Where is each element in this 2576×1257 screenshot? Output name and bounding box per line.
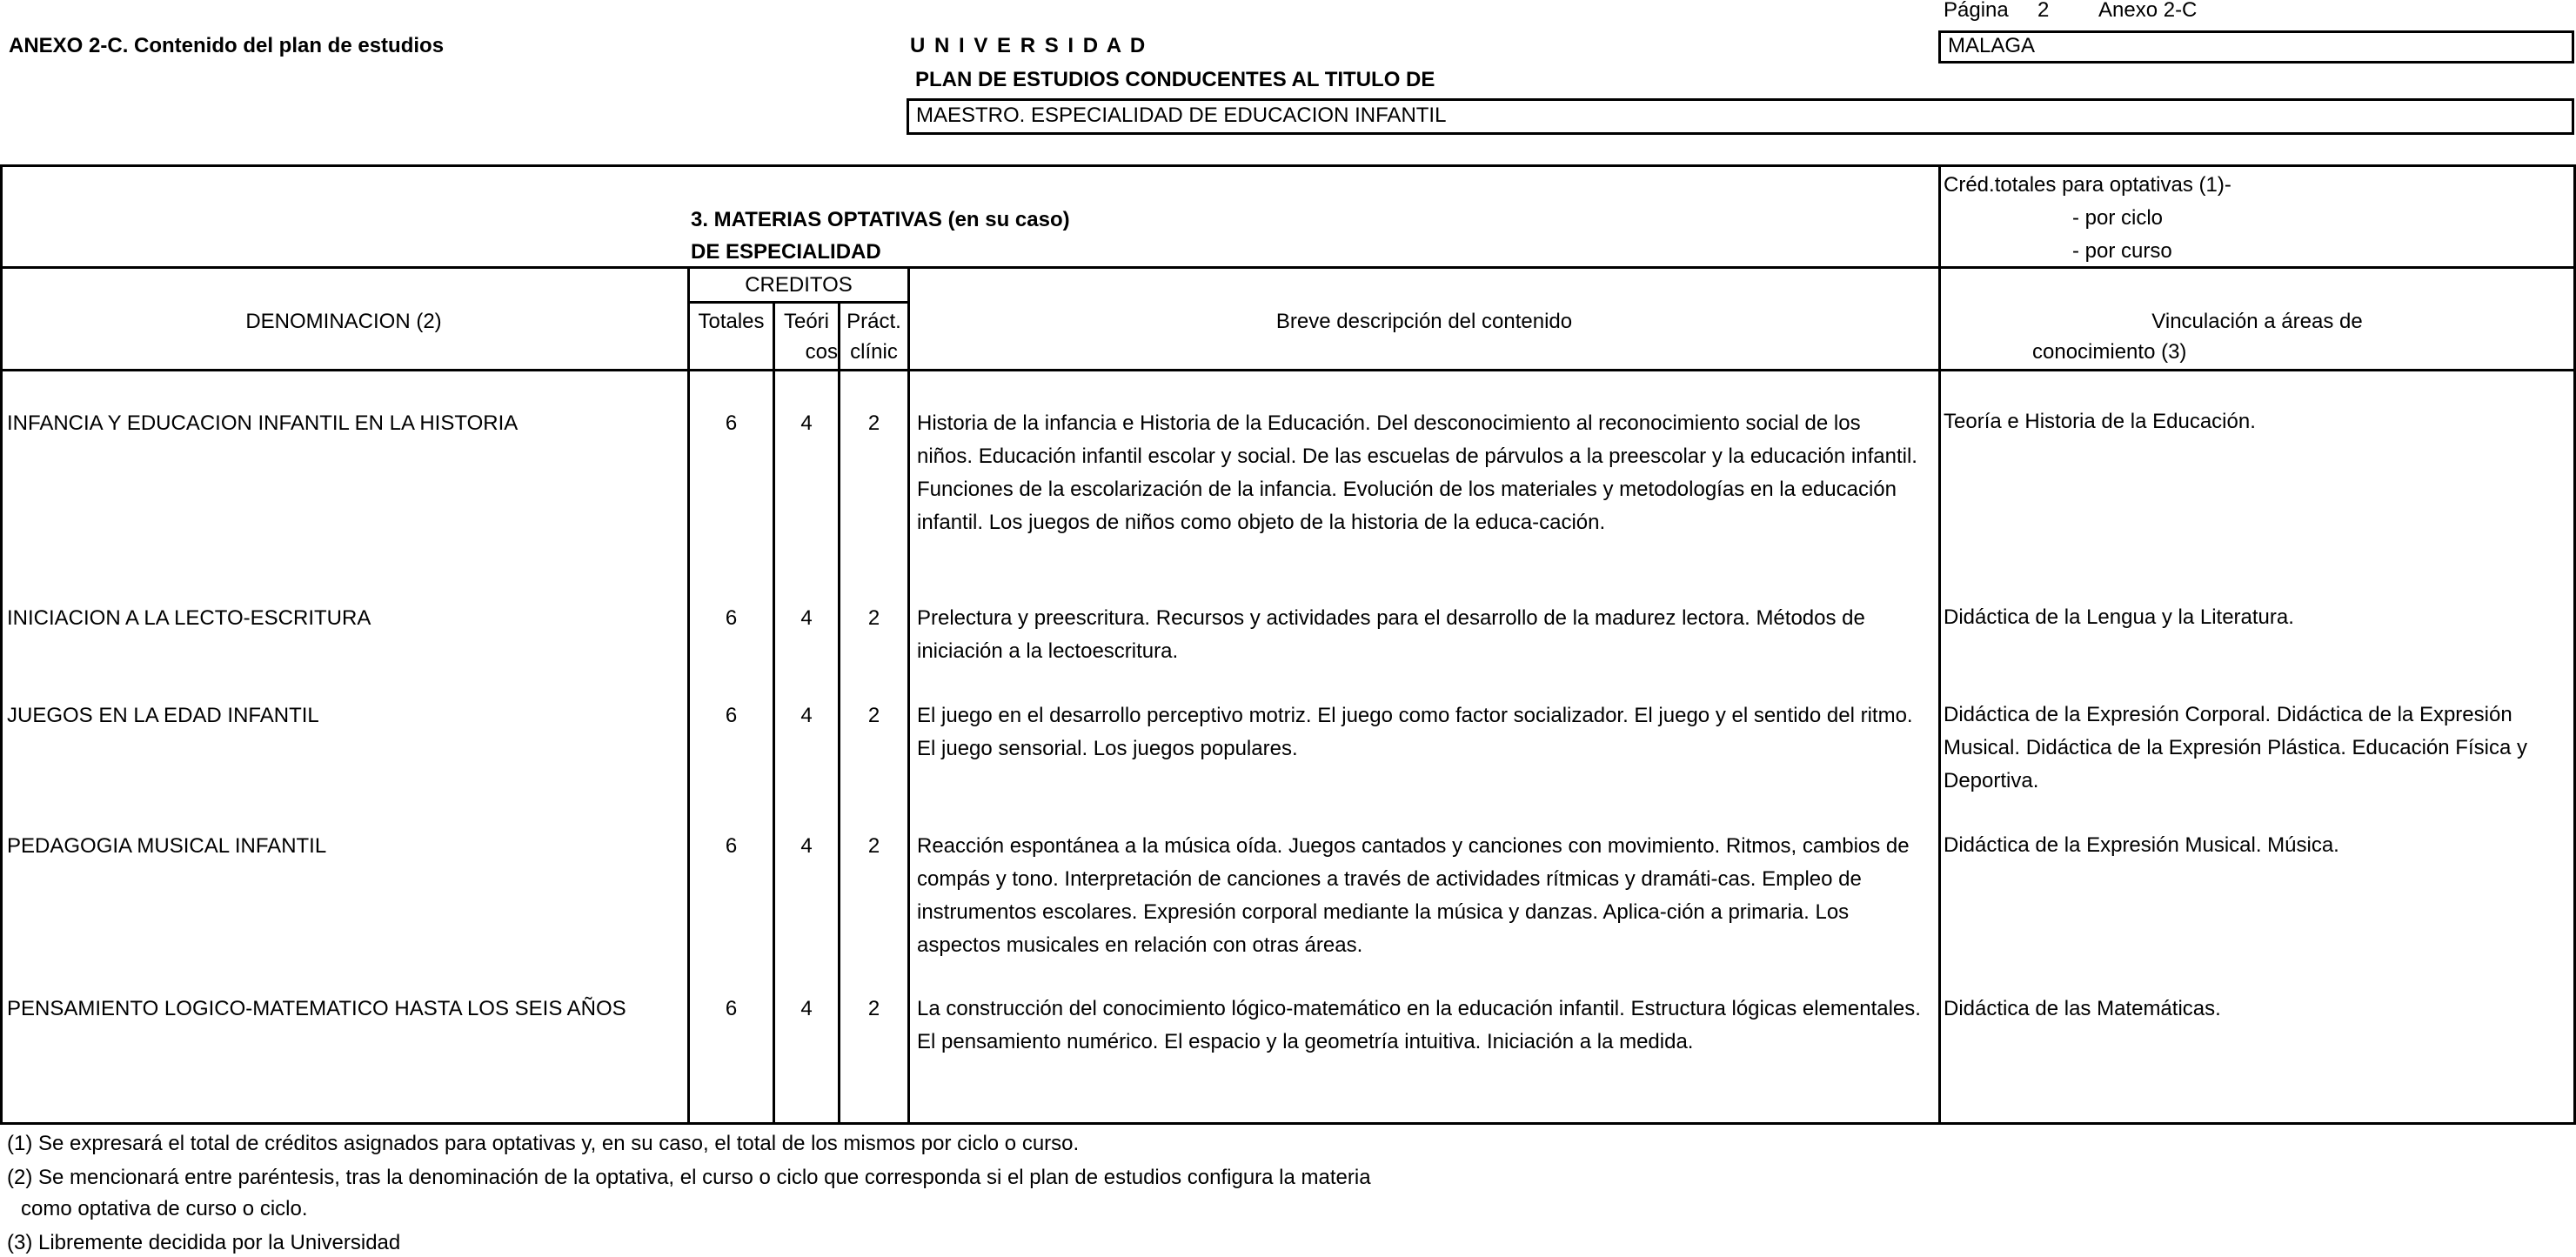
row-totales: 6 — [725, 704, 738, 727]
col-descripcion-header: Breve descripción del contenido — [1275, 310, 1573, 333]
col-teoricos-header-1: Teóri — [783, 310, 830, 333]
cred-totales-line3: - por curso — [2072, 239, 2172, 263]
col-practicos-header-2: clínic — [850, 340, 898, 364]
titulo-box — [907, 98, 2574, 135]
row-practicos: 2 — [867, 606, 880, 630]
row-denominacion: PENSAMIENTO LOGICO-MATEMATICO HASTA LOS SEIS AÑOS — [7, 997, 626, 1020]
row-denominacion: INICIACION A LA LECTO-ESCRITURA — [7, 606, 371, 630]
cred-totales-line2: - por ciclo — [2072, 206, 2164, 230]
footnote-3: (3) Libremente decidida por la Universidad — [7, 1231, 401, 1254]
universidad-box — [1938, 30, 2574, 64]
row-totales: 6 — [725, 606, 738, 630]
row-practicos: 2 — [867, 411, 880, 435]
plan-label: PLAN DE ESTUDIOS CONDUCENTES AL TITULO DE — [915, 68, 1435, 91]
universidad-value: MALAGA — [1948, 34, 2036, 57]
row-vinculacion: Didáctica de la Expresión Corporal. Didáctica de la Expresión Musical. Didáctica de la Expresión Plástica. Educación Física y Deportiva. — [1944, 703, 2527, 792]
row-totales: 6 — [725, 834, 738, 858]
col-practicos-header-1: Práct. — [846, 310, 901, 333]
footnote-1: (1) Se expresará el total de créditos asignados para optativas y, en su caso, el total de los mismos por ciclo o curso. — [7, 1132, 1080, 1155]
universidad-label: U N I V E R S I D A D — [910, 34, 1147, 57]
footnote-2-cont: como optativa de curso o ciclo. — [21, 1197, 308, 1220]
row-descripcion: Historia de la infancia e Historia de la Educación. Del desconocimiento al reconocimiento social de los niños. Educación infantil escolar y social. De las escuelas de párvulos a la preescolar y la educación infantil. Funciones de la escolarización de la infancia. Evolución de los materiales y metodologías en la educación infantil. Los juegos de niños como objeto de la historia de la educa-cación. — [917, 411, 1917, 534]
row-descripcion: El juego en el desarrollo perceptivo motriz. El juego como factor socializador. El juego y el sentido del ritmo. El juego sensorial. Los juegos populares. — [917, 704, 1913, 760]
row-practicos: 2 — [867, 704, 880, 727]
row-denominacion: PEDAGOGIA MUSICAL INFANTIL — [7, 834, 327, 858]
row-teoricos: 4 — [800, 704, 813, 727]
col-denominacion-header: DENOMINACION (2) — [245, 310, 442, 333]
footnote-2: (2) Se mencionará entre paréntesis, tras la denominación de la optativa, el curso o ciclo que corresponda si el plan de estudios configura la materia — [7, 1166, 1371, 1189]
pagina-label: Página — [1944, 0, 2009, 22]
row-teoricos: 4 — [800, 606, 813, 630]
row-descripcion: Reacción espontánea a la música oída. Juegos cantados y canciones con movimiento. Ritmos, cambios de compás y tono. Interpretación de canciones a través de actividades rítmicas y dramáti-cas. Empleo de instrumentos escolares. Expresión corporal mediante la música y danzas. Aplica-ción a primaria. Los aspectos musicales en relación con otras áreas. — [917, 834, 1910, 957]
row-teoricos: 4 — [800, 997, 813, 1020]
row-vinculacion: Didáctica de la Lengua y la Literatura. — [1944, 605, 2294, 629]
row-totales: 6 — [725, 997, 738, 1020]
row-practicos: 2 — [867, 997, 880, 1020]
row-denominacion: JUEGOS EN LA EDAD INFANTIL — [7, 704, 319, 727]
row-teoricos: 4 — [800, 411, 813, 435]
section-title-line2: DE ESPECIALIDAD — [691, 240, 881, 264]
row-totales: 6 — [725, 411, 738, 435]
anexo-ref: Anexo 2-C — [2098, 0, 2198, 22]
section-title-line1: 3. MATERIAS OPTATIVAS (en su caso) — [691, 208, 1070, 231]
col-vinculacion-header-2: conocimiento (3) — [2032, 340, 2187, 364]
row-denominacion: INFANCIA Y EDUCACION INFANTIL EN LA HISTORIA — [7, 411, 519, 435]
row-descripcion: Prelectura y preescritura. Recursos y actividades para el desarrollo de la madurez lectora. Métodos de iniciación a la lectoescritura. — [917, 606, 1865, 663]
row-vinculacion: Teoría e Historia de la Educación. — [1944, 410, 2256, 433]
col-creditos-header: CREDITOS — [745, 273, 853, 297]
col-vinculacion-header-1: Vinculación a áreas de — [2151, 310, 2363, 333]
anexo-title: ANEXO 2-C. Contenido del plan de estudios — [9, 34, 445, 57]
row-descripcion: La construcción del conocimiento lógico-matemático en la educación infantil. Estructura lógicas elementales. El pensamiento numérico. El espacio y la geometría intuitiva. Iniciación a la medida. — [917, 997, 1921, 1053]
row-practicos: 2 — [867, 834, 880, 858]
pagina-number: 2 — [2037, 0, 2050, 22]
row-teoricos: 4 — [800, 834, 813, 858]
col-teoricos-header-2: cos — [805, 340, 838, 364]
cred-totales-line1: Créd.totales para optativas (1)- — [1944, 173, 2231, 197]
row-vinculacion: Didáctica de la Expresión Musical. Música. — [1944, 833, 2339, 857]
titulo-value: MAESTRO. ESPECIALIDAD DE EDUCACION INFANTIL — [916, 104, 1447, 127]
row-vinculacion: Didáctica de las Matemáticas. — [1944, 997, 2221, 1020]
col-totales-header: Totales — [698, 310, 765, 333]
